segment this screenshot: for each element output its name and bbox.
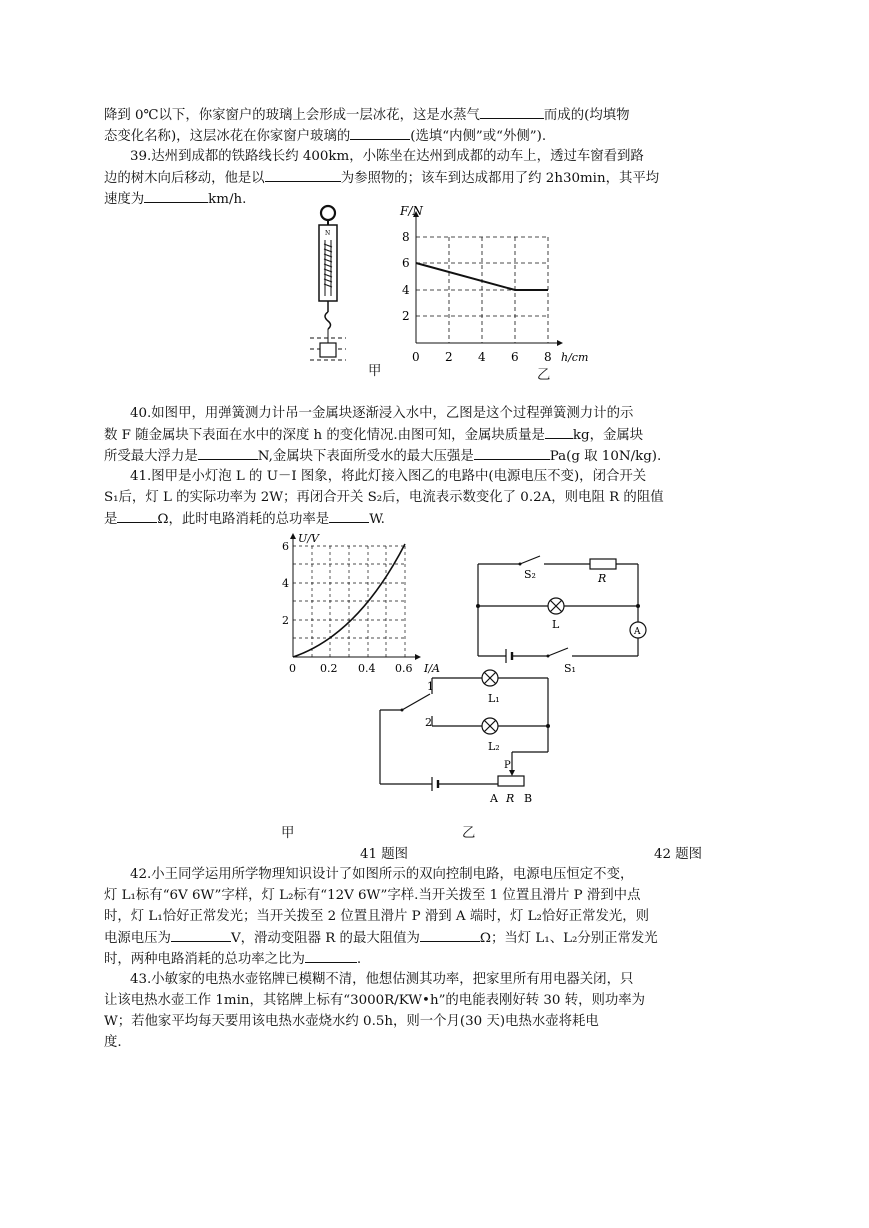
- resistor-r-label: R: [598, 572, 607, 585]
- answer-blank[interactable]: [265, 167, 341, 182]
- fh-xtick: 2: [445, 350, 453, 364]
- q40-line3: 所受最大浮力是 N,金属块下表面所受水的最大压强是 Pa(g 取 10N/kg).: [104, 445, 744, 467]
- q40-line2: 数 F 随金属块下表面在水中的深度 h 的变化情况.由图可知，金属块质量是 kg，金属块: [104, 424, 744, 446]
- q40-line1: 40.如图甲，用弹簧测力计吊一金属块逐渐浸入水中，乙图是这个过程弹簧测力计的示: [130, 406, 634, 421]
- q42-line3: 时，灯 L₁恰好正常发光；当开关拨至 2 位置且滑片 P 滑到 A 端时，灯 L₂恰好正常发光，则: [104, 909, 650, 924]
- q39-line3: 速度为 km/h.: [104, 188, 744, 210]
- q42-line5: 时，两种电路消耗的总功率之比为 .: [104, 948, 744, 970]
- q43-line3: W；若他家平均每天要用该电热水壶烧水约 0.5h，则一个月(30 天)电热水壶将耗电: [104, 1014, 599, 1029]
- lamp-l2-label: L₂: [488, 740, 500, 753]
- rheostat-r-label: R: [506, 792, 515, 805]
- ui-ytick: 2: [282, 614, 289, 627]
- q41-line3: 是 Ω，此时电路消耗的总功率是 W.: [104, 508, 744, 530]
- answer-blank[interactable]: [545, 424, 573, 439]
- q39-line1: 39.达州到成都的铁路线长约 400km，小陈坐在达州到成都的动车上，透过车窗看到路: [130, 149, 644, 164]
- q42-line4: 电源电压为 V，滑动变阻器 R 的最大阻值为 Ω；当灯 L₁、L₂分别正常发光: [104, 927, 744, 949]
- fh-xtick: 4: [478, 350, 486, 364]
- ui-ytick: 6: [282, 540, 289, 553]
- q43-line2: 让该电热水壶工作 1min，其铭牌上标有“3000R/KW•h”的电能表刚好转 30 转，则功率为: [104, 993, 646, 1008]
- end-a-label: A: [490, 792, 498, 805]
- answer-blank[interactable]: [329, 508, 369, 523]
- answer-blank[interactable]: [117, 508, 157, 523]
- fh-chart: [392, 200, 592, 378]
- answer-blank[interactable]: [350, 125, 410, 140]
- answer-blank[interactable]: [305, 948, 357, 963]
- fh-xtick: 8: [544, 350, 552, 364]
- circuit-41: [468, 550, 658, 678]
- fh-ytick: 2: [402, 309, 410, 323]
- q39-line2: 边的树木向后移动，他是以 为参照物的；该车到达成都用了约 2h30min，其平均: [104, 167, 744, 189]
- answer-blank[interactable]: [420, 927, 480, 942]
- q41-line1: 41.图甲是小灯泡 L 的 U－I 图象，将此灯接入图乙的电路中(电源电压不变)，闭合开关: [130, 469, 647, 484]
- answer-blank[interactable]: [474, 445, 550, 460]
- end-b-label: B: [524, 792, 533, 805]
- ui-xtick: 0.2: [320, 662, 338, 675]
- spring-scale-mark: N: [325, 230, 331, 237]
- ui-chart-xlabel: I/A: [424, 662, 440, 675]
- fh-ytick: 8: [402, 230, 410, 244]
- ui-xtick: 0.6: [395, 662, 413, 675]
- fh-xtick: 0: [412, 350, 420, 364]
- circuit-42: [372, 668, 562, 808]
- ui-chart-ylabel: U/V: [298, 532, 319, 545]
- answer-blank[interactable]: [144, 188, 208, 203]
- q43-line4: 度.: [104, 1035, 122, 1050]
- fig41-caption-jia: 甲: [281, 826, 295, 841]
- ammeter-label: A: [634, 627, 641, 637]
- fig40-caption-left: 甲: [368, 364, 382, 379]
- spring-scale-figure: [300, 200, 370, 372]
- answer-blank[interactable]: [171, 927, 231, 942]
- fig42-caption: 42 题图: [654, 847, 703, 862]
- q42-line2: 灯 L₁标有“6V 6W”字样，灯 L₂标有“12V 6W”字样.当开关拨至 1 位置且滑片 P 滑到中点: [104, 888, 641, 903]
- fh-ytick: 4: [402, 283, 410, 297]
- fig41-caption: 41 题图: [360, 847, 409, 862]
- switch-s1-label: S₁: [564, 662, 576, 675]
- ui-xtick: 0: [289, 662, 296, 675]
- q38-line1: 降到 0℃以下，你家窗户的玻璃上会形成一层冰花，这是水蒸气 而成的(均填物: [104, 104, 744, 126]
- ui-xtick: 0.4: [358, 662, 376, 675]
- q43-line1: 43.小敏家的电热水壶铭牌已模糊不清，他想估测其功率，把家里所有用电器关闭，只: [130, 972, 634, 987]
- answer-blank[interactable]: [480, 104, 544, 119]
- fh-ytick: 6: [402, 256, 410, 270]
- q38-line2: 态变化名称)，这层冰花在你家窗户玻璃的 (选填“内侧”或“外侧”).: [104, 125, 744, 147]
- switch-pos1-label: 1: [427, 680, 434, 693]
- fh-chart-xlabel: h/cm: [561, 351, 589, 364]
- switch-pos2-label: 2: [425, 716, 432, 729]
- ui-ytick: 4: [282, 577, 289, 590]
- q41-line2: S₁后，灯 L 的实际功率为 2W；再闭合开关 S₂后，电流表示数变化了 0.2A，则电阻 R 的阻值: [104, 490, 664, 505]
- q42-line1: 42.小王同学运用所学物理知识设计了如图所示的双向控制电路，电源电压恒定不变，: [130, 867, 634, 882]
- slider-p-label: P: [504, 760, 511, 771]
- fh-chart-ylabel: F/N: [400, 204, 423, 218]
- answer-blank[interactable]: [198, 445, 258, 460]
- fig41-caption-yi: 乙: [462, 826, 476, 841]
- lamp-l1-label: L₁: [488, 692, 500, 705]
- ui-chart: [278, 530, 448, 680]
- fig40-caption-right: 乙: [537, 368, 551, 383]
- lamp-l-label: L: [552, 618, 560, 631]
- fh-xtick: 6: [511, 350, 519, 364]
- switch-s2-label: S₂: [524, 568, 536, 581]
